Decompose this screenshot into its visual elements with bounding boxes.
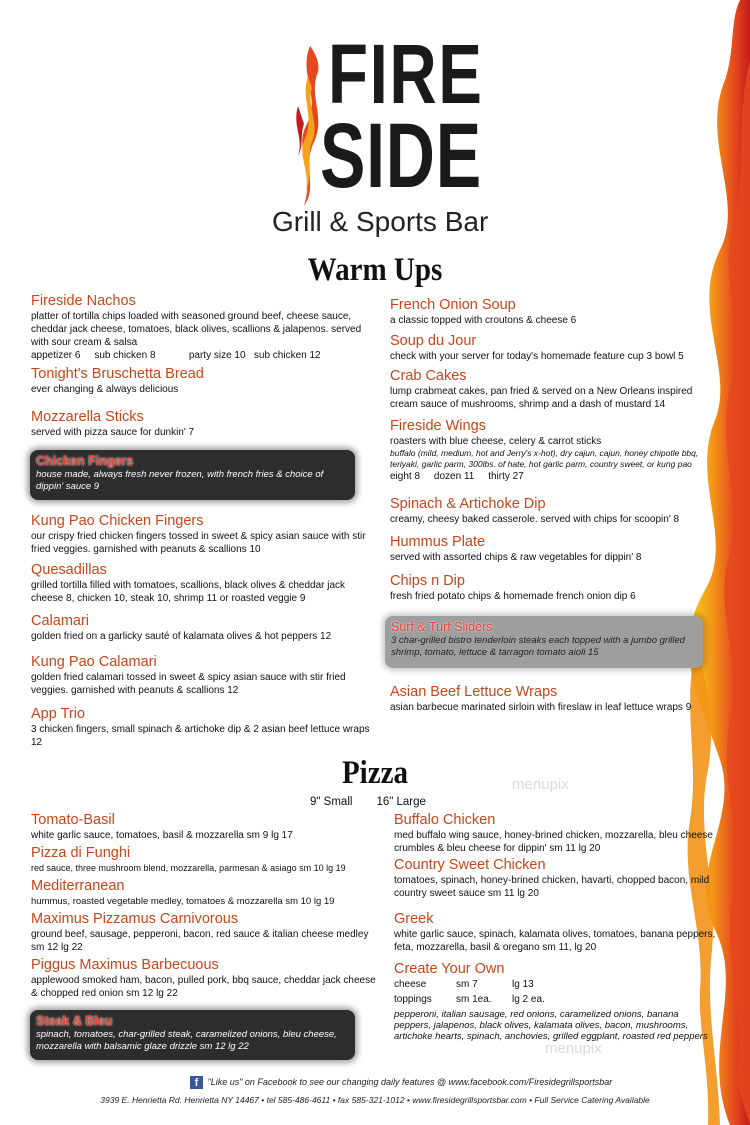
pizza-item-country-sweet-chicken bbox=[394, 857, 716, 900]
item-name: Fireside Wings bbox=[390, 418, 486, 434]
item-description: white garlic sauce, tomatoes, basil & mozzarella sm 9 lg 17 bbox=[31, 830, 293, 841]
item-description: served with assorted chips & raw vegetables for dippin' 8 bbox=[390, 552, 642, 563]
item-name: Chips n Dip bbox=[390, 573, 465, 589]
item-name: Asian Beef Lettuce Wraps bbox=[390, 684, 558, 700]
pizza-size-legend bbox=[310, 796, 450, 808]
menu-item-soup-du-jour bbox=[390, 333, 720, 363]
item-name: Soup du Jour bbox=[390, 333, 477, 349]
item-description: applewood smoked ham, bacon, pulled pork, bbq sauce, cheddar jack cheese & chopped red onion sm 12 lg 22 bbox=[31, 975, 376, 999]
item-description: asian barbecue marinated sirloin with fireslaw in leaf lettuce wraps 9 bbox=[390, 702, 692, 713]
item-description: house made, always fresh never frozen, with french fries & choice of dippin' sauce 9 bbox=[36, 469, 324, 492]
item-description: 3 chicken fingers, small spinach & artichoke dip & 2 asian beef lettuce wraps 12 bbox=[31, 724, 370, 748]
item-name: Steak & Bleu bbox=[36, 1014, 113, 1028]
item-description: ever changing & always delicious bbox=[31, 384, 179, 395]
menu-item-quesadillas bbox=[31, 562, 366, 605]
menu-item-asian-beef-lettuce-wraps bbox=[390, 684, 720, 714]
item-description: golden fried calamari tossed in sweet & spicy asian sauce with stir fried veggies. garnished with peanuts & scallions 12 bbox=[31, 672, 346, 696]
menu-item-chips-n-dip bbox=[390, 573, 720, 603]
item-name: Spinach & Artichoke Dip bbox=[390, 496, 546, 512]
section-heading-warm-ups: Warm Ups bbox=[307, 252, 443, 288]
logo-word-side: SIDE bbox=[320, 105, 482, 207]
item-description: fresh fried potato chips & homemade french onion dip 6 bbox=[390, 591, 636, 602]
logo-word-fire: FIRE bbox=[328, 27, 484, 121]
item-name: Surf & Turf Sliders bbox=[391, 620, 493, 634]
watermark: menupix bbox=[512, 776, 569, 793]
item-name: Create Your Own bbox=[394, 961, 505, 977]
pizza-item-maximus-pizzamus-carnivorous bbox=[31, 911, 376, 954]
menu-item-fireside-nachos bbox=[31, 293, 366, 362]
item-name: Pizza di Funghi bbox=[31, 845, 131, 861]
brand-logo bbox=[0, 18, 750, 248]
item-name: Mediterranean bbox=[31, 878, 125, 894]
item-description: hummus, roasted vegetable medley, tomatoes & mozzarella sm 10 lg 19 bbox=[31, 896, 335, 907]
pizza-item-create-your-own bbox=[394, 961, 716, 1042]
size-large-label: 16" Large bbox=[376, 796, 426, 808]
menu-item-calamari bbox=[31, 613, 366, 643]
item-name: Country Sweet Chicken bbox=[394, 857, 546, 873]
item-name: Crab Cakes bbox=[390, 368, 467, 384]
item-description: lump crabmeat cakes, pan fried & served on a New Orleans inspired cream sauce of mushrooms, shrimp and a dash of mustard 14 bbox=[390, 386, 693, 410]
toppings-list: pepperoni, italian sausage, red onions, caramelized onions, banana peppers, jalapenos, black olives, kalamata olives, bacon, mushrooms, artichoke hearts, spinach, anchovies, grilled eggplant, roasted red peppers bbox=[394, 1009, 708, 1042]
size-small-label: 9" Small bbox=[310, 796, 353, 808]
item-description: spinach, tomatoes, char-grilled steak, caramelized onions, bleu cheese, mozzarella with balsamic glaze drizzle sm 12 lg 22 bbox=[36, 1029, 337, 1052]
pizza-item-buffalo-chicken bbox=[394, 812, 716, 855]
item-name: Mozzarella Sticks bbox=[31, 409, 144, 425]
menu-item-french-onion-soup bbox=[390, 297, 720, 327]
item-description: our crispy fried chicken fingers tossed in sweet & spicy asian sauce with stir fried veggies. garnished with peanuts & scallions 10 bbox=[31, 531, 366, 555]
item-name: Kung Pao Chicken Fingers bbox=[31, 513, 204, 529]
item-description: golden fried on a garlicky sauté of kalamata olives & hot peppers 12 bbox=[31, 631, 332, 642]
menu-item-crab-cakes bbox=[390, 368, 720, 411]
menu-item-spinach-artichoke-dip bbox=[390, 496, 720, 526]
pizza-item-tomato-basil bbox=[31, 812, 371, 842]
item-name: Hummus Plate bbox=[390, 534, 486, 550]
featured-item-chicken-fingers bbox=[30, 450, 355, 500]
item-name: Calamari bbox=[31, 613, 90, 629]
item-name: Tonight's Bruschetta Bread bbox=[31, 366, 204, 382]
menu-item-kung-pao-chicken-fingers bbox=[31, 513, 366, 556]
section-heading-pizza: Pizza bbox=[341, 755, 409, 791]
contact-info-line: 3939 E. Henrietta Rd. Henrietta NY 14467 • tel 585-486-4611 • fax 585-321-1012 • www.firesidegrillsportsbar.com • Full Service Catering Available bbox=[100, 1095, 650, 1105]
toppings-price-row: toppings sm 1ea. lg 2 ea. bbox=[394, 994, 545, 1005]
item-description: check with your server for today's homemade feature cup 3 bowl 5 bbox=[390, 351, 684, 362]
menu-item-bruschetta bbox=[31, 366, 366, 396]
featured-pizza-steak-bleu bbox=[30, 1010, 355, 1060]
menu-item-fireside-wings bbox=[390, 418, 715, 483]
item-description: white garlic sauce, spinach, kalamata olives, tomatoes, banana peppers, feta, mozzarella, basil & oregano sm 11, lg 20 bbox=[394, 929, 716, 953]
item-name: Kung Pao Calamari bbox=[31, 654, 157, 670]
pizza-item-greek bbox=[394, 911, 716, 954]
item-name: Fireside Nachos bbox=[31, 293, 136, 309]
item-description: med buffalo wing sauce, honey-brined chicken, mozzarella, bleu cheese crumbles & bleu cheese for dippin' sm 11 lg 20 bbox=[394, 830, 713, 854]
item-name: French Onion Soup bbox=[390, 297, 516, 313]
watermark: menupix bbox=[545, 1040, 602, 1057]
item-description: creamy, cheesy baked casserole. served with chips for scoopin' 8 bbox=[390, 514, 680, 525]
menu-item-hummus-plate bbox=[390, 534, 720, 564]
item-description: platter of tortilla chips loaded with seasoned ground beef, cheese sauce, cheddar jack cheese, tomatoes, black olives, scallions & jalapenos. served with sour cream & salsa bbox=[31, 311, 362, 348]
item-description: ground beef, sausage, pepperoni, bacon, red sauce & italian cheese medley sm 12 lg 22 bbox=[31, 929, 369, 953]
item-name: Greek bbox=[394, 911, 434, 927]
item-name: App Trio bbox=[31, 706, 85, 722]
pizza-item-piggus-maximus-barbecuous bbox=[31, 957, 376, 1000]
menu-item-app-trio bbox=[31, 706, 376, 749]
item-price: appetizer 6 sub chicken 8 party size 10 sub chicken 12 bbox=[31, 350, 321, 361]
item-description: grilled tortilla filled with tomatoes, scallions, black olives & cheddar jack cheese 8, chicken 10, steak 10, shrimp 11 or roasted veggie 9 bbox=[31, 580, 346, 604]
item-name: Maximus Pizzamus Carnivorous bbox=[31, 911, 239, 927]
menu-item-kung-pao-calamari bbox=[31, 654, 366, 697]
item-description: 3 char-grilled bistro tenderloin steaks each topped with a jumbo grilled shrimp, tomato, lettuce & tarragon tomato aioli 15 bbox=[391, 635, 685, 658]
facebook-promo-text: "Like us" on Facebook to see our changing daily features @ www.facebook.com/Firesidegrillsportsbar bbox=[207, 1076, 613, 1087]
item-description: served with pizza sauce for dunkin' 7 bbox=[31, 427, 195, 438]
facebook-promo[interactable] bbox=[190, 1076, 612, 1089]
item-name: Piggus Maximus Barbecuous bbox=[31, 957, 219, 973]
item-price: eight 8 dozen 11 thirty 27 bbox=[390, 471, 524, 482]
pizza-item-mediterranean bbox=[31, 878, 376, 908]
item-name: Buffalo Chicken bbox=[394, 812, 496, 828]
item-name: Chicken Fingers bbox=[36, 454, 134, 468]
menu-item-mozzarella-sticks bbox=[31, 409, 366, 439]
featured-item-surf-turf-sliders bbox=[385, 616, 703, 668]
item-name: Quesadillas bbox=[31, 562, 107, 578]
item-description: red sauce, three mushroom blend, mozzarella, parmesan & asiago sm 10 lg 19 bbox=[31, 863, 346, 873]
wing-sauce-options: buffalo (mild, medium, hot and Jerry's x-hot), dry cajun, cajun, honey chipotle bbq, teriyaki, garlic parm, 300lbs. of hate, hot garlic parm, country sweet, or kung pao bbox=[390, 448, 699, 469]
item-description: roasters with blue cheese, celery & carrot sticks bbox=[390, 436, 602, 447]
cheese-price-row: cheese sm 7 lg 13 bbox=[394, 979, 534, 990]
logo-subtitle: Grill & Sports Bar bbox=[272, 206, 489, 237]
item-description: a classic topped with croutons & cheese 6 bbox=[390, 315, 577, 326]
item-name: Tomato-Basil bbox=[31, 812, 115, 828]
facebook-icon[interactable]: f bbox=[190, 1076, 203, 1089]
item-description: tomatoes, spinach, honey-brined chicken, havarti, chopped bacon, mild country sweet sauce sm 11 lg 20 bbox=[394, 875, 710, 899]
pizza-item-pizza-di-funghi bbox=[31, 845, 376, 875]
